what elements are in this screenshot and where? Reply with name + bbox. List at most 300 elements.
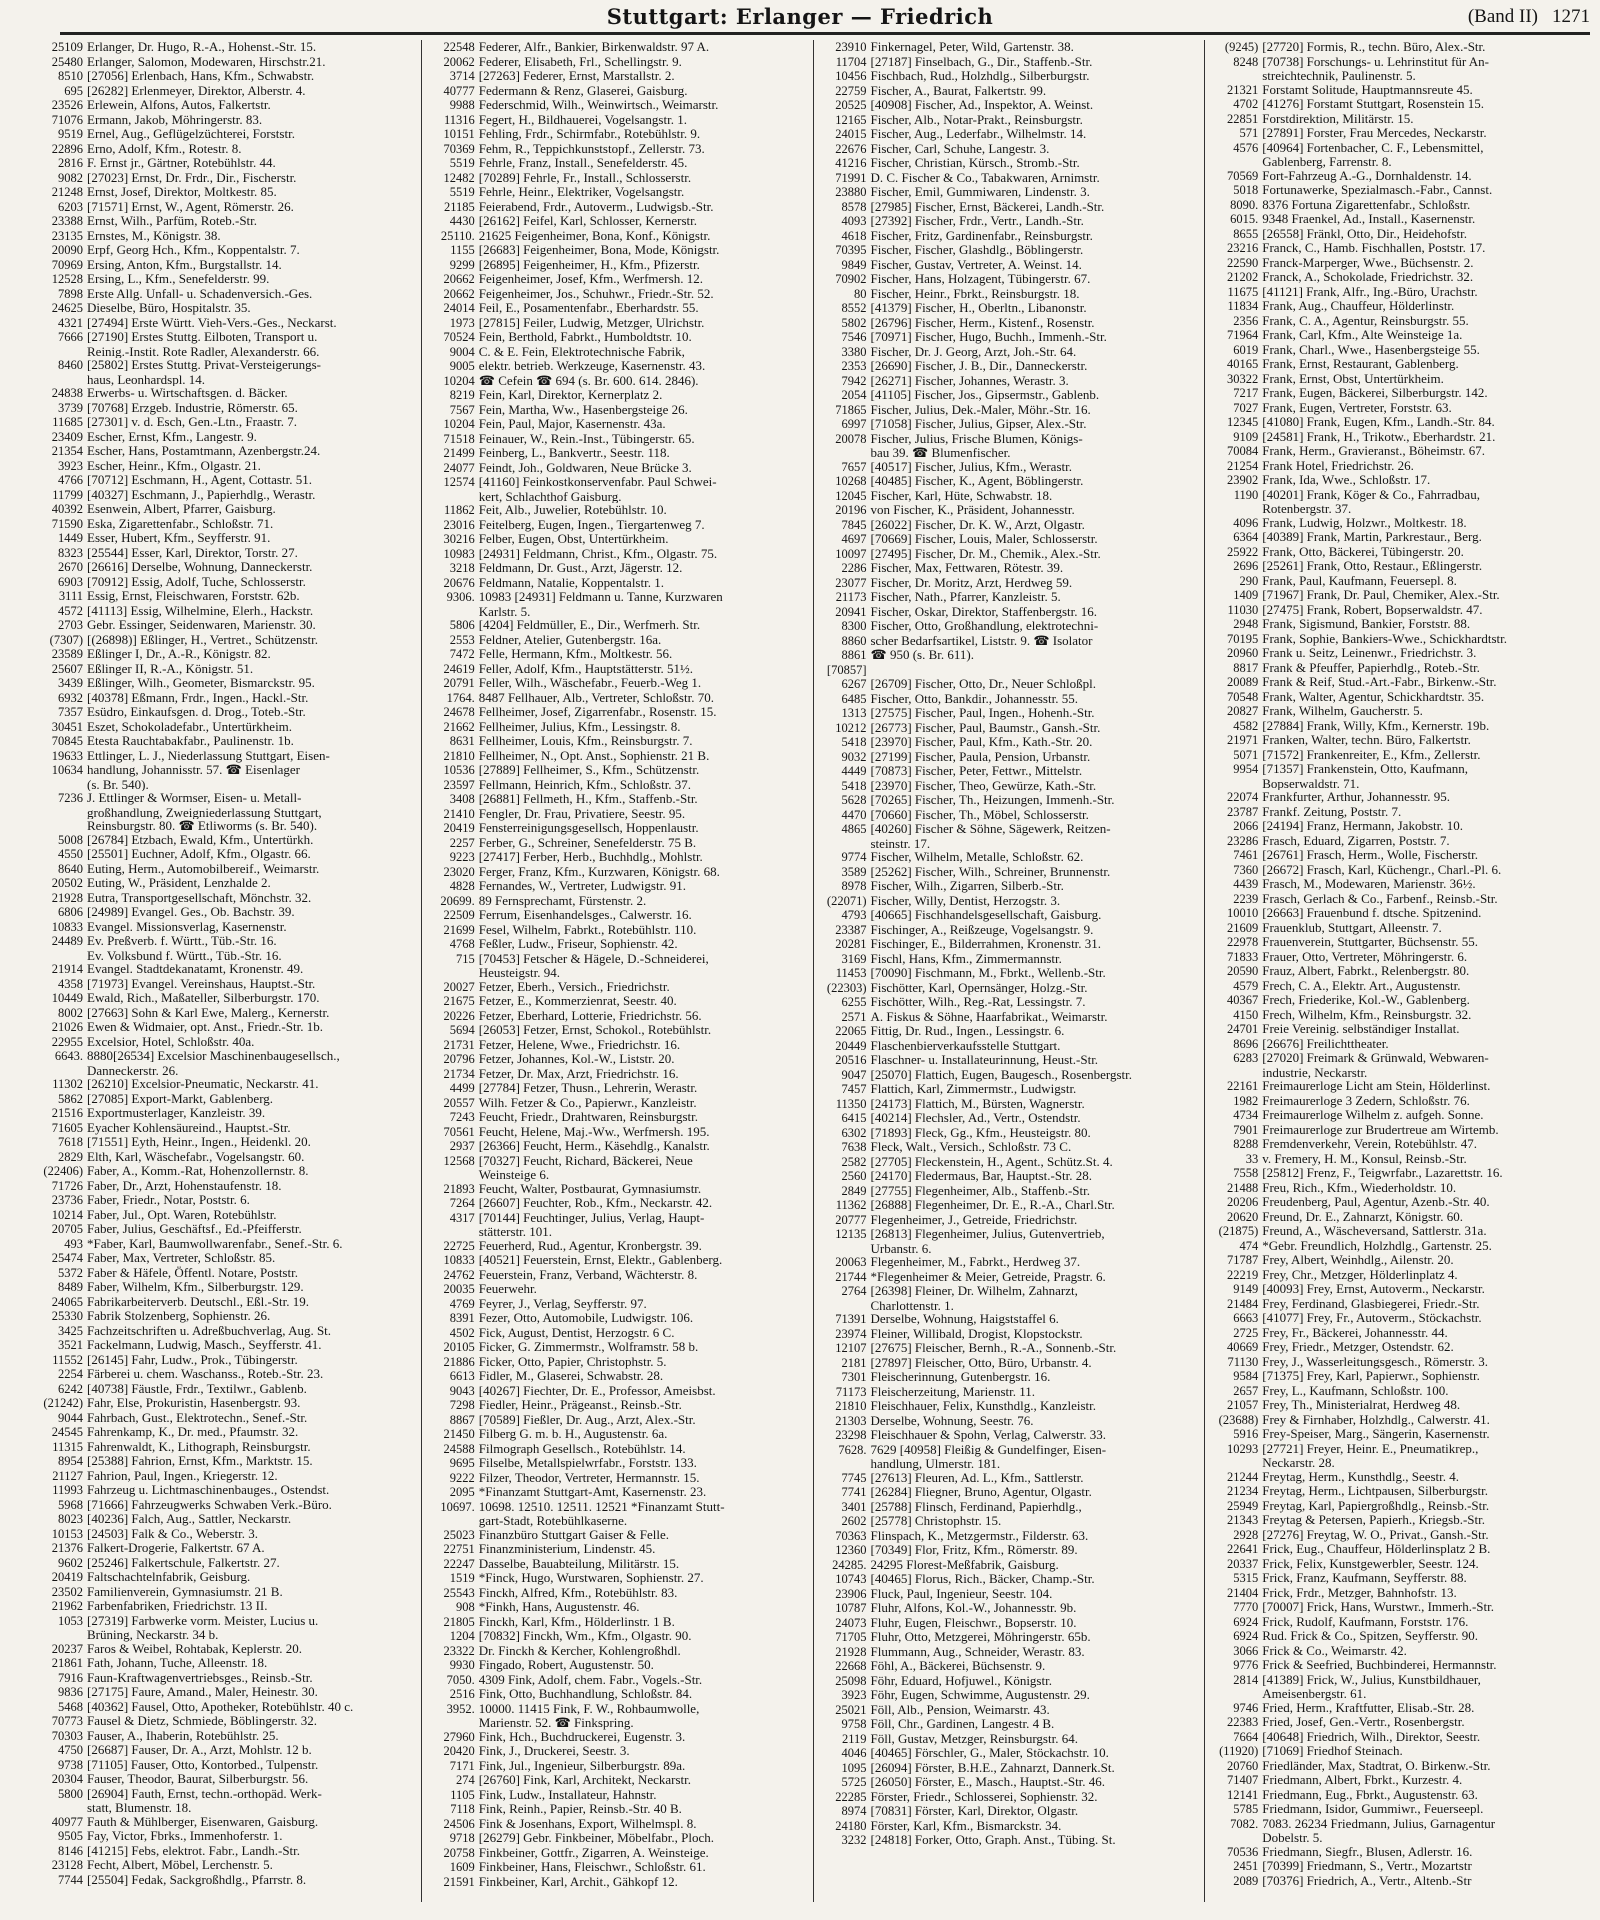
entry-text: [71058] Fischer, Julius, Gipser, Alex.-Str. — [870, 417, 1087, 431]
phone-number: 22725 — [443, 1238, 475, 1253]
directory-entry — [817, 1111, 1202, 1126]
directory-entry — [425, 1211, 810, 1226]
entry-text: [26676] Freilichttheater. — [1262, 1036, 1389, 1051]
entry-text: Fluhr, Eugen, Fleischwr., Bopserstr. 10. — [870, 1615, 1077, 1630]
entry-text: [70669] Fischer, Louis, Maler, Schlosserstr. — [870, 532, 1098, 546]
phone-number: 4470 — [841, 807, 867, 822]
entry-text: [70453] Fetscher & Hägele, D.-Schneiderei, — [478, 951, 709, 966]
entry-text: Frank, Paul, Kaufmann, Feuersepl. 8. — [1262, 573, 1457, 588]
phone-number: 20035 — [443, 1282, 475, 1296]
phone-number: 23298 — [835, 1428, 867, 1442]
directory-entry — [33, 258, 418, 273]
directory-entry — [817, 1833, 1202, 1848]
entry-text: 10983 [24931] Feldmann u. Tanne, Kurzwaren — [478, 590, 723, 604]
entry-text: Fleischerzeitung, Marienstr. 11. — [870, 1384, 1036, 1399]
directory-entry — [33, 1179, 418, 1194]
phone-number: 715 — [456, 951, 475, 966]
directory-entry — [425, 1297, 810, 1312]
phone-number: 80 — [854, 286, 867, 301]
directory-entry — [1208, 1008, 1593, 1023]
phone-number: 21962 — [51, 1599, 83, 1613]
phone-number: 4321 — [58, 315, 83, 330]
phone-number: 10983 — [443, 546, 475, 561]
directory-entry — [1208, 155, 1593, 169]
directory-entry — [1208, 1427, 1593, 1442]
entry-text: Fischer, Christian, Kürsch., Stromb.-Str. — [870, 156, 1080, 170]
phone-number: 22851 — [1227, 111, 1259, 126]
phone-number: 40669 — [1227, 1340, 1259, 1354]
phone-number: 8323 — [58, 545, 83, 560]
directory-entry — [33, 1454, 418, 1469]
phone-number: 12135 — [835, 1227, 867, 1241]
entry-text: Falkert-Drogerie, Falkertstr. 67 A. — [87, 1541, 265, 1555]
directory-entry — [33, 1642, 418, 1657]
directory-entry — [33, 734, 418, 749]
entry-text: 7629 [40958] Fleißig & Gundelfinger, Eisen- — [870, 1442, 1107, 1457]
phone-number: 11685 — [52, 415, 83, 429]
directory-entry — [1208, 1369, 1593, 1384]
phone-number: 5315 — [1233, 1571, 1259, 1585]
directory-entry — [817, 1399, 1202, 1414]
phone-number: 10697. — [440, 1499, 475, 1514]
directory-entry — [425, 1413, 810, 1428]
phone-number: 21244 — [1227, 1469, 1259, 1484]
phone-number: 21886 — [443, 1354, 475, 1369]
phone-number: 1982 — [1233, 1093, 1259, 1108]
phone-number: 24065 — [51, 1294, 83, 1309]
directory-entry — [1208, 1355, 1593, 1370]
directory-entry — [1208, 834, 1593, 849]
entry-text: [26796] Fischer, Herm., Kistenf., Rosenstr. — [870, 315, 1095, 330]
entry-text: Fink, Reinh., Papier, Reinsb.-Str. 40 B. — [478, 1802, 682, 1816]
phone-number: 5802 — [841, 315, 867, 330]
phone-number: 40165 — [1227, 357, 1259, 371]
entry-text: Forstamt Solitude, Hauptmannsreute 45. — [1262, 82, 1473, 97]
phone-number: 3521 — [58, 1338, 83, 1352]
directory-entry — [817, 489, 1202, 504]
entry-text: Frick, Franz, Kaufmann, Seyfferstr. 88. — [1262, 1571, 1467, 1585]
phone-number: 3739 — [58, 400, 83, 415]
phone-number: 22896 — [51, 141, 83, 156]
phone-number: 7664 — [1233, 1729, 1259, 1744]
entry-text: Frank, C. A., Agentur, Reinsburgstr. 55. — [1262, 313, 1469, 328]
phone-number: 23409 — [51, 429, 83, 444]
phone-number: 22590 — [1227, 255, 1259, 270]
phone-number: 1764. — [446, 690, 475, 705]
directory-entry — [425, 894, 810, 909]
phone-number: 23597 — [443, 777, 475, 792]
directory-entry — [33, 791, 418, 806]
phone-number: 5800 — [58, 1786, 83, 1801]
entry-text: Esüdro, Einkaufsgen. d. Drog., Toteb.-Str. — [87, 705, 306, 719]
directory-entry — [1208, 790, 1593, 805]
phone-number: 9505 — [58, 1829, 83, 1843]
phone-number: 25023 — [443, 1527, 475, 1542]
entry-text: D. C. Fischer & Co., Tabakwaren, Arnimstr. — [870, 170, 1100, 185]
entry-text: [40485] Fischer, K., Agent, Böblingerstr. — [870, 474, 1084, 488]
entry-text: [23970] Fischer, Theo, Gewürze, Kath.-Str. — [870, 778, 1097, 793]
entry-text: Ewald, Rich., Maßateller, Silberburgstr. 170. — [87, 991, 320, 1005]
phone-number: 6019 — [1233, 342, 1259, 357]
directory-entry — [425, 1875, 810, 1890]
phone-number: 1053 — [58, 1613, 83, 1628]
phone-number: 23526 — [51, 98, 83, 112]
entry-text: *Gebr. Freundlich, Holzhdlg., Gartenstr. 25. — [1262, 1238, 1492, 1253]
phone-number: 4828 — [449, 879, 475, 893]
entry-text: [26279] Gebr. Finkbeiner, Möbelfabr., Ploch. — [478, 1831, 714, 1845]
phone-number: 23589 — [51, 647, 83, 661]
entry-text: Elth, Karl, Wäschefabr., Vogelsangstr. 60. — [87, 1149, 305, 1164]
directory-entry — [33, 662, 418, 677]
phone-number: 20676 — [443, 575, 475, 590]
phone-number: 4093 — [841, 214, 867, 228]
directory-entry — [817, 1514, 1202, 1529]
directory-entry — [817, 1242, 1202, 1256]
entry-text: Frank & Reif, Stud.-Art.-Fabr., Birkenw.-Str. — [1262, 675, 1497, 689]
directory-entry — [33, 934, 418, 949]
directory-entry — [425, 518, 810, 533]
directory-entry — [33, 633, 418, 648]
entry-text: Frauz, Albert, Fabrkt., Relenbergstr. 80. — [1262, 964, 1470, 978]
entry-text: Fensterreinigungsgesellsch, Hoppenlaustr. — [478, 821, 699, 835]
directory-entry — [1208, 285, 1593, 300]
phone-number: 10204 — [443, 417, 475, 431]
directory-entry — [33, 502, 418, 517]
phone-number: 20941 — [835, 604, 867, 619]
entry-text: [70327] Feucht, Richard, Bäckerei, Neue — [478, 1153, 693, 1168]
phone-number: 20796 — [443, 1052, 475, 1066]
directory-column-2 — [421, 40, 813, 1902]
page-number: 1271 — [1552, 6, 1590, 27]
phone-number: 21488 — [1227, 1180, 1259, 1195]
directory-entry — [425, 287, 810, 302]
entry-text: Fischer, Julius, Dek.-Maler, Möhr.-Str. 16. — [870, 402, 1091, 417]
phone-number: 6415 — [841, 1111, 867, 1125]
directory-entry — [817, 1746, 1202, 1761]
entry-text: Faber & Häfele, Öffentl. Notare, Poststr. — [87, 1265, 298, 1280]
phone-number: 70845 — [51, 734, 83, 748]
directory-entry — [425, 865, 810, 880]
directory-entry — [425, 923, 810, 938]
phone-number: 23974 — [835, 1326, 867, 1341]
entry-text: Frech, C. A., Elektr. Art., Augustenstr. — [1262, 978, 1461, 993]
directory-entry — [817, 214, 1202, 229]
phone-number: 21516 — [51, 1106, 83, 1120]
entry-text: [25070] Flattich, Eugen, Baugesch., Rosenbergstr. — [870, 1067, 1133, 1082]
entry-text: [71967] Frank, Dr. Paul, Chemiker, Alex.-Str. — [1262, 588, 1500, 602]
entry-text: Fried, Josef, Gen.-Vertr., Rosenbergstr. — [1262, 1715, 1465, 1729]
directory-entry — [425, 127, 810, 142]
phone-number: 474 — [1239, 1238, 1259, 1253]
phone-number: 70902 — [835, 272, 867, 286]
entry-text: Fink, Hch., Buchdruckerei, Eugenstr. 3. — [478, 1729, 686, 1744]
entry-text: Fremdenverkehr, Verein, Rotebühlstr. 47. — [1262, 1137, 1478, 1151]
phone-number: 2571 — [841, 1009, 867, 1024]
entry-text: Derselbe, Wohnung, Haigststaffel 6. — [870, 1312, 1059, 1326]
entry-text: Faun-Kraftwagenvertriebsges., Reinsb.-Str. — [87, 1670, 313, 1685]
directory-entry — [1208, 1340, 1593, 1355]
phone-number: 20791 — [443, 676, 475, 690]
phone-number: 6613 — [449, 1369, 475, 1383]
directory-entry — [1208, 1528, 1593, 1543]
entry-text: Feigenheimer, Josef, Kfm., Werfmersh. 12. — [478, 272, 703, 286]
phone-number: 22668 — [835, 1659, 867, 1673]
directory-entry — [1208, 1051, 1593, 1066]
phone-number: 5008 — [58, 832, 83, 847]
directory-entry — [425, 1096, 810, 1111]
entry-text: Frey, L., Kaufmann, Schloßstr. 100. — [1262, 1383, 1449, 1398]
entry-text: [27319] Farbwerke vorm. Meister, Lucius u. — [87, 1613, 319, 1628]
directory-entry — [817, 1500, 1202, 1515]
entry-text: Essig, Ernst, Fleischwaren, Forststr. 62b. — [87, 589, 300, 603]
directory-entry — [33, 833, 418, 848]
entry-text: Felle, Hermann, Kfm., Moltkestr. 56. — [478, 647, 673, 661]
entry-text: [26607] Feuchter, Rob., Kfm., Neckarstr. 42. — [478, 1196, 713, 1210]
phone-number: 2089 — [1233, 1873, 1259, 1888]
entry-text: [24581] Frank, H., Trikotw., Eberhardstr. 21. — [1262, 429, 1496, 444]
directory-entry — [817, 706, 1202, 721]
phone-number: 20063 — [835, 1255, 867, 1269]
directory-entry — [425, 258, 810, 273]
directory-entry — [33, 1077, 418, 1092]
phone-number: 22285 — [835, 1789, 867, 1804]
entry-text: [27985] Fischer, Ernst, Bäckerei, Landh.-Str. — [870, 199, 1105, 214]
directory-entry — [425, 200, 810, 215]
directory-entry — [425, 374, 810, 389]
entry-text: Fischinger, E., Bilderrahmen, Kronenstr. 31. — [870, 937, 1102, 951]
phone-number: 7942 — [841, 373, 867, 388]
entry-text: Fesel, Wilhelm, Fabrkt., Rotebühlstr. 110. — [478, 922, 697, 937]
entry-text: [26888] Flegenheimer, Dr. E., R.-A., Charl.Str. — [870, 1198, 1115, 1212]
entry-text: Fischinger, A., Reißzeuge, Vogelsangstr. 9. — [870, 922, 1094, 937]
entry-text: Frick, Eug., Chauffeur, Hölderlinsplatz 2 B. — [1262, 1542, 1491, 1556]
directory-entry — [1208, 1831, 1593, 1845]
directory-entry — [425, 1860, 810, 1875]
phone-number: 7298 — [449, 1398, 475, 1412]
entry-text: [70712] Eschmann, H., Agent, Cottastr. 51. — [87, 473, 312, 487]
phone-number: 23077 — [835, 575, 867, 590]
directory-entry — [817, 1688, 1202, 1703]
phone-number: 10214 — [51, 1207, 83, 1222]
directory-entry — [425, 243, 810, 258]
phone-number: 6806 — [58, 905, 83, 919]
directory-entry — [33, 1700, 418, 1715]
phone-number: 25330 — [51, 1309, 83, 1323]
directory-entry — [817, 1356, 1202, 1371]
directory-entry — [425, 403, 810, 418]
directory-entry — [33, 517, 418, 532]
directory-entry — [817, 764, 1202, 779]
directory-entry — [33, 1006, 418, 1021]
directory-entry — [425, 345, 810, 360]
phone-number: 5519 — [449, 156, 475, 170]
phone-number: 5694 — [449, 1023, 475, 1037]
entry-text: Freytag, Karl, Papiergroßhdlg., Reinsb.-Str. — [1262, 1498, 1490, 1513]
directory-entry — [33, 171, 418, 186]
phone-number: 20027 — [443, 979, 475, 994]
directory-entry — [1208, 183, 1593, 198]
entry-text: [71973] Evangel. Vereinshaus, Hauptst.-Str. — [87, 976, 316, 991]
phone-number: 21928 — [51, 890, 83, 905]
directory-entry — [425, 1168, 810, 1182]
entry-text: Ferger, Franz, Kfm., Kurzwaren, Königstr. 68. — [478, 864, 720, 879]
phone-number: 2725 — [1233, 1325, 1259, 1340]
phone-number: 4579 — [1233, 978, 1259, 993]
directory-entry — [817, 185, 1202, 200]
directory-entry — [817, 721, 1202, 736]
phone-number: 6924 — [1233, 1629, 1259, 1643]
directory-entry — [1208, 993, 1593, 1008]
entry-text: Frank, Ernst, Obst, Untertürkheim. — [1262, 371, 1444, 386]
phone-number: 4502 — [449, 1325, 475, 1340]
phone-number: 21254 — [1227, 458, 1259, 473]
entry-text: Fehrle, Heinr., Elektriker, Vogelsangstr. — [478, 185, 685, 199]
directory-entry — [1208, 415, 1593, 430]
entry-text: [41389] Frick, W., Julius, Kunstbildhauer, — [1262, 1672, 1481, 1687]
directory-entry — [1208, 748, 1593, 763]
phone-number: 12568 — [443, 1153, 475, 1168]
directory-entry — [33, 1614, 418, 1629]
phone-number: 25109 — [51, 40, 83, 54]
directory-entry — [1208, 1744, 1593, 1759]
phone-number: 1449 — [58, 531, 83, 545]
directory-entry — [1208, 1615, 1593, 1630]
directory-entry — [1208, 1210, 1593, 1225]
directory-entry — [425, 576, 810, 591]
directory-entry — [425, 1239, 810, 1254]
entry-text: [26895] Feigenheimer, H., Kfm., Pfizerstr. — [478, 257, 700, 272]
entry-text: 8487 Fellhauer, Alb., Vertreter, Schloßstr. 70. — [478, 690, 714, 705]
phone-number: 25607 — [51, 661, 83, 676]
directory-entry — [33, 676, 418, 691]
directory-entry — [1208, 1108, 1593, 1123]
entry-text: [26284] Fliegner, Bruno, Agentur, Olgastr. — [870, 1485, 1092, 1499]
entry-text: Fischer, Dr. J. Georg, Arzt, Joh.-Str. 64. — [870, 344, 1077, 359]
phone-number: 20502 — [51, 876, 83, 890]
entry-text: Fellheimer, Josef, Zigarrenfabr., Rosenstr. 15. — [478, 705, 717, 719]
entry-text: Feucht, Friedr., Drahtwaren, Reinsburgstr. — [478, 1110, 699, 1124]
phone-number: 11675 — [1227, 284, 1259, 299]
phone-number: 6997 — [841, 417, 867, 431]
phone-number: 6364 — [1233, 530, 1259, 544]
entry-text: [27417] Ferber, Herb., Buchhdlg., Mohlstr. — [478, 850, 703, 864]
directory-entry — [425, 69, 810, 84]
entry-text: Fengler, Dr. Frau, Privatiere, Seestr. 95. — [478, 806, 686, 821]
phone-number: 7901 — [1233, 1122, 1259, 1137]
entry-text: Frank u. Seitz, Leinenwr., Friedrichstr. 3. — [1262, 646, 1477, 660]
entry-text: Fahr, Else, Prokuristin, Hasenbergstr. 93. — [87, 1396, 301, 1410]
entry-text: Flegenheimer, J., Getreide, Friedrichstr. — [870, 1212, 1078, 1227]
directory-entry — [425, 461, 810, 476]
phone-number: 21185 — [443, 199, 475, 214]
phone-number: 7264 — [449, 1196, 475, 1210]
directory-entry — [33, 1787, 418, 1802]
entry-text: [25261] Frank, Otto, Restaur., Eßlingerstr. — [1262, 559, 1483, 573]
entry-text: Frey, Albert, Weinhdlg., Ailenstr. 20. — [1262, 1253, 1454, 1267]
entry-text: [71666] Fahrzeugwerks Schwaben Verk.-Büro. — [87, 1497, 332, 1512]
phone-number: 71407 — [1227, 1773, 1259, 1787]
entry-text: [70589] Fießler, Dr. Aug., Arzt, Alex.-Str. — [478, 1412, 696, 1427]
directory-entry — [1208, 328, 1593, 343]
phone-number: 20196 — [835, 503, 867, 517]
directory-entry — [33, 1512, 418, 1527]
entry-text: [24194] Franz, Hermann, Jakobstr. 10. — [1262, 819, 1463, 833]
phone-number: 21202 — [1227, 270, 1259, 284]
phone-number: 20304 — [51, 1772, 83, 1786]
entry-text: Escher, Heinr., Kfm., Olgastr. 21. — [87, 458, 261, 473]
entry-text: Frank, Eugen, Bäckerei, Silberburgstr. 142. — [1262, 386, 1488, 400]
entry-text: *Finck, Hugo, Wurstwaren, Sophienstr. 27. — [478, 1571, 704, 1585]
phone-number: 24545 — [51, 1425, 83, 1439]
phone-number: 6485 — [841, 691, 867, 706]
phone-number: 8090. — [1230, 197, 1259, 212]
entry-text: [27263] Federer, Ernst, Marstallstr. 2. — [478, 69, 675, 83]
phone-number: 3923 — [841, 1688, 867, 1702]
entry-text: Flaschner- u. Installateurinnung, Heust.-Str. — [870, 1053, 1099, 1067]
directory-entry — [33, 876, 418, 891]
entry-text: Feucht, Helene, Maj.-Ww., Werfmersh. 195. — [478, 1124, 710, 1139]
phone-number: 30322 — [1227, 371, 1259, 386]
phone-number: 71391 — [835, 1312, 867, 1326]
directory-entry — [817, 894, 1202, 909]
directory-entry — [33, 1858, 418, 1873]
entry-text: [27884] Frank, Willy, Kfm., Kernerstr. 19b. — [1262, 718, 1490, 733]
phone-number: 2553 — [449, 632, 475, 647]
directory-entry — [425, 1831, 810, 1846]
phone-number: 3408 — [449, 792, 475, 806]
phone-number: 24015 — [835, 127, 867, 141]
phone-number: 8248 — [1233, 54, 1259, 69]
directory-entry — [1208, 617, 1593, 632]
entry-text: [70912] Essig, Adolf, Tuche, Schlosserstr. — [87, 574, 306, 589]
directory-entry — [1208, 1398, 1593, 1413]
entry-text: [27755] Flegenheimer, Alb., Staffenb.-Str. — [870, 1183, 1090, 1198]
entry-text: Finkernagel, Peter, Wild, Gartenstr. 38. — [870, 40, 1074, 54]
entry-text: Frey, Fr., Bäckerei, Johannesstr. 44. — [1262, 1325, 1448, 1340]
directory-entry — [1208, 430, 1593, 445]
phone-number: 8860 — [841, 633, 867, 648]
directory-entry — [1208, 126, 1593, 141]
directory-entry — [33, 1411, 418, 1426]
phone-number: 2095 — [449, 1485, 475, 1499]
phone-number: 9032 — [841, 749, 867, 764]
directory-entry — [33, 546, 418, 561]
directory-entry — [425, 1038, 810, 1053]
directory-entry — [1208, 372, 1593, 387]
directory-entry — [425, 937, 810, 952]
phone-number: 22641 — [1227, 1542, 1259, 1556]
phone-number: 8578 — [841, 199, 867, 214]
volume-label: (Band II) — [1467, 6, 1538, 27]
phone-number: 2254 — [58, 1367, 83, 1381]
phone-number: 7666 — [58, 330, 83, 344]
directory-entry — [33, 819, 418, 833]
directory-entry — [33, 1815, 418, 1830]
phone-number: 2937 — [449, 1139, 475, 1153]
entry-text: Fehrle, Franz, Install., Senefelderstr. 45. — [478, 156, 688, 170]
phone-number: 5071 — [1233, 747, 1259, 762]
directory-entry — [1208, 1542, 1593, 1557]
entry-text: 8880[26534] Excelsior Maschinenbaugesellsch., — [87, 1049, 340, 1063]
directory-entry — [1208, 241, 1593, 256]
phone-number: 2257 — [449, 835, 475, 850]
directory-entry — [1208, 1456, 1593, 1470]
entry-text: 10698. 12510. 12511. 12521 *Finanzamt Stutt- — [478, 1499, 725, 1514]
directory-entry — [817, 1558, 1202, 1573]
entry-text: Frasch, Eduard, Zigarren, Poststr. 7. — [1262, 833, 1450, 848]
directory-entry — [425, 359, 810, 374]
phone-number: 10634 — [51, 763, 83, 777]
